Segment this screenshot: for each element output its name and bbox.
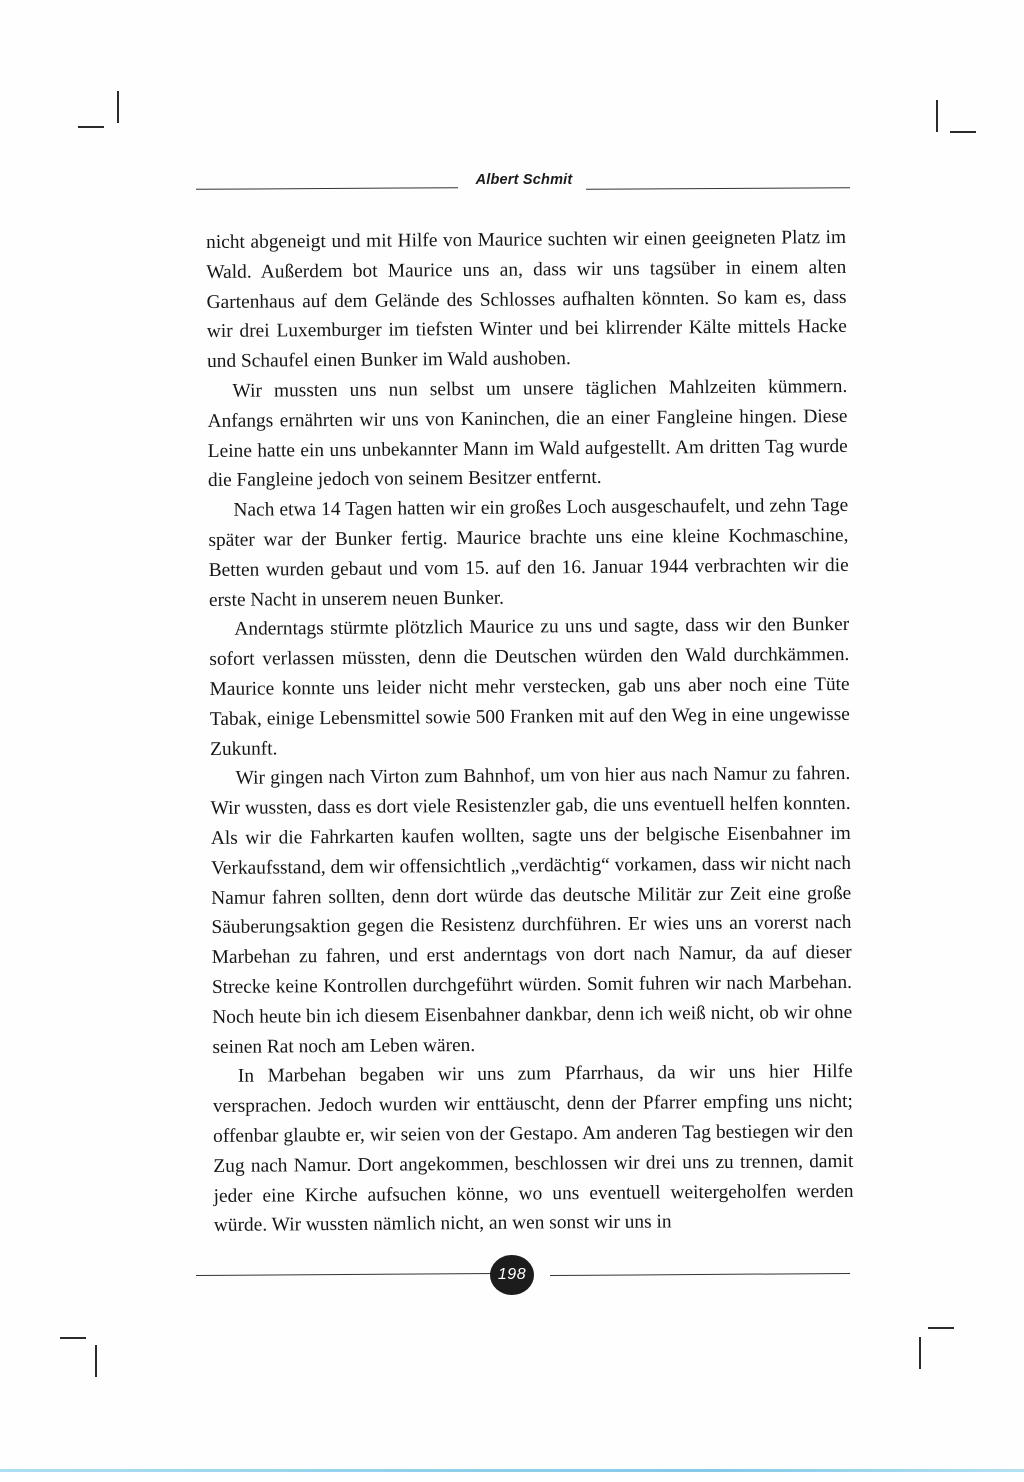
crop-mark-bottom-right-horizontal [928, 1327, 954, 1329]
paragraph: In Marbehan begaben wir uns zum Pfarrhaus, da wir uns hier Hilfe versprachen. Jedoch wurden wir enttäuscht, denn der Pfarrer empfing uns nicht; offenbar glaubte er, wir seien von der Gestapo. Am anderen Tag bestiegen wir den Zug nach Namur. Dort angekommen, beschlossen wir drei uns zu trennen, damit jeder eine Kirche aufsuchen könne, wo uns eventuell weitergeholfen werden würde. Wir wussten nämlich nicht, an wen sonst wir uns in [212, 1061, 854, 1237]
paragraph: Nach etwa 14 Tagen hatten wir ein großes Loch ausgeschaufelt, und zehn Tage später war der Bunker fertig. Maurice brachte uns eine kleine Kochmaschine, Betten wurden gebaut und vom 15. auf den 16. Januar 1944 verbrachten wir die erste Nacht in unserem neuen Bunker. [208, 495, 849, 611]
paragraph: nicht abgeneigt und mit Hilfe von Maurice suchten wir einen geeigneten Platz im Wald. Außerdem bot Maurice uns an, dass wir uns tagsüber in einem alten Gartenhaus auf dem Gelände des Schlosses aufhalten könnten. So kam es, dass wir drei Luxemburger im tiefsten Winter und bei klirrender Kälte mittels Hacke und Schaufel einen Bunker im Wald aushoben. [206, 226, 847, 373]
header-rule-right [586, 187, 850, 190]
footer-rule-left [196, 1273, 496, 1276]
paragraph: Wir gingen nach Virton zum Bahnhof, um von hier aus nach Namur zu fahren. Wir wussten, dass es dort viele Resistenzler gab, die uns eventuell helfen konnten. Als wir die Fahrkarten kaufen wollten, sagte uns der belgische Eisenbahner im Verkaufsstand, dem wir offensichtlich „verdächtig“ vorkamen, dass wir nicht nach Namur fahren sollten, denn dort würde das deutsche Militär zur Zeit eine große Säuberungsaktion gegen die Resistenz durchführen. Er wies uns an vorerst nach Marbehan zu fahren, und erst anderntags von dort nach Namur, da auf dieser Strecke keine Kontrollen durchgeführt würden. Somit fuhren wir nach Marbehan. Noch heute bin ich diesem Eisenbahner dankbar, denn ich weiß nicht, ob wir ohne seinen Rat noch am Leben wären. [210, 763, 853, 1058]
crop-mark-top-left-vertical [117, 91, 119, 123]
page-number-badge: 198 [490, 1255, 534, 1295]
page-body-text [206, 223, 854, 1241]
page-footer [196, 1252, 850, 1292]
header-rule-left [196, 187, 458, 190]
page-header [196, 172, 850, 198]
crop-mark-bottom-left-horizontal [60, 1337, 86, 1339]
crop-mark-bottom-left-vertical [95, 1345, 97, 1377]
scan-edge-margin [0, 1472, 1024, 1482]
footer-rule-right [550, 1273, 850, 1276]
paragraph: Wir mussten uns nun selbst um unsere täglichen Mahlzeiten kümmern. Anfangs ernährten wir uns von Kaninchen, die an einer Fangleine hingen. Diese Leine hatte ein uns unbekannter Mann im Wald aufgestellt. Am dritten Tag wurde die Fangleine jedoch von seinem Besitzer entfernt. [207, 375, 848, 492]
crop-mark-top-left-horizontal [78, 126, 104, 128]
paragraph: Anderntags stürmte plötzlich Maurice zu uns und sagte, dass wir den Bunker sofort verlassen müssten, denn die Deutschen würden den Wald durchkämmen. Maurice konnte uns leider nicht mehr verstecken, gab uns aber noch eine Tüte Tabak, einige Lebensmittel sowie 500 Franken mit auf den Weg in eine ungewisse Zukunft. [209, 614, 850, 760]
header-author-name: Albert Schmit [475, 172, 573, 188]
crop-mark-top-right-vertical [936, 100, 938, 132]
crop-mark-bottom-right-vertical [919, 1337, 921, 1369]
crop-mark-top-right-horizontal [950, 131, 976, 133]
